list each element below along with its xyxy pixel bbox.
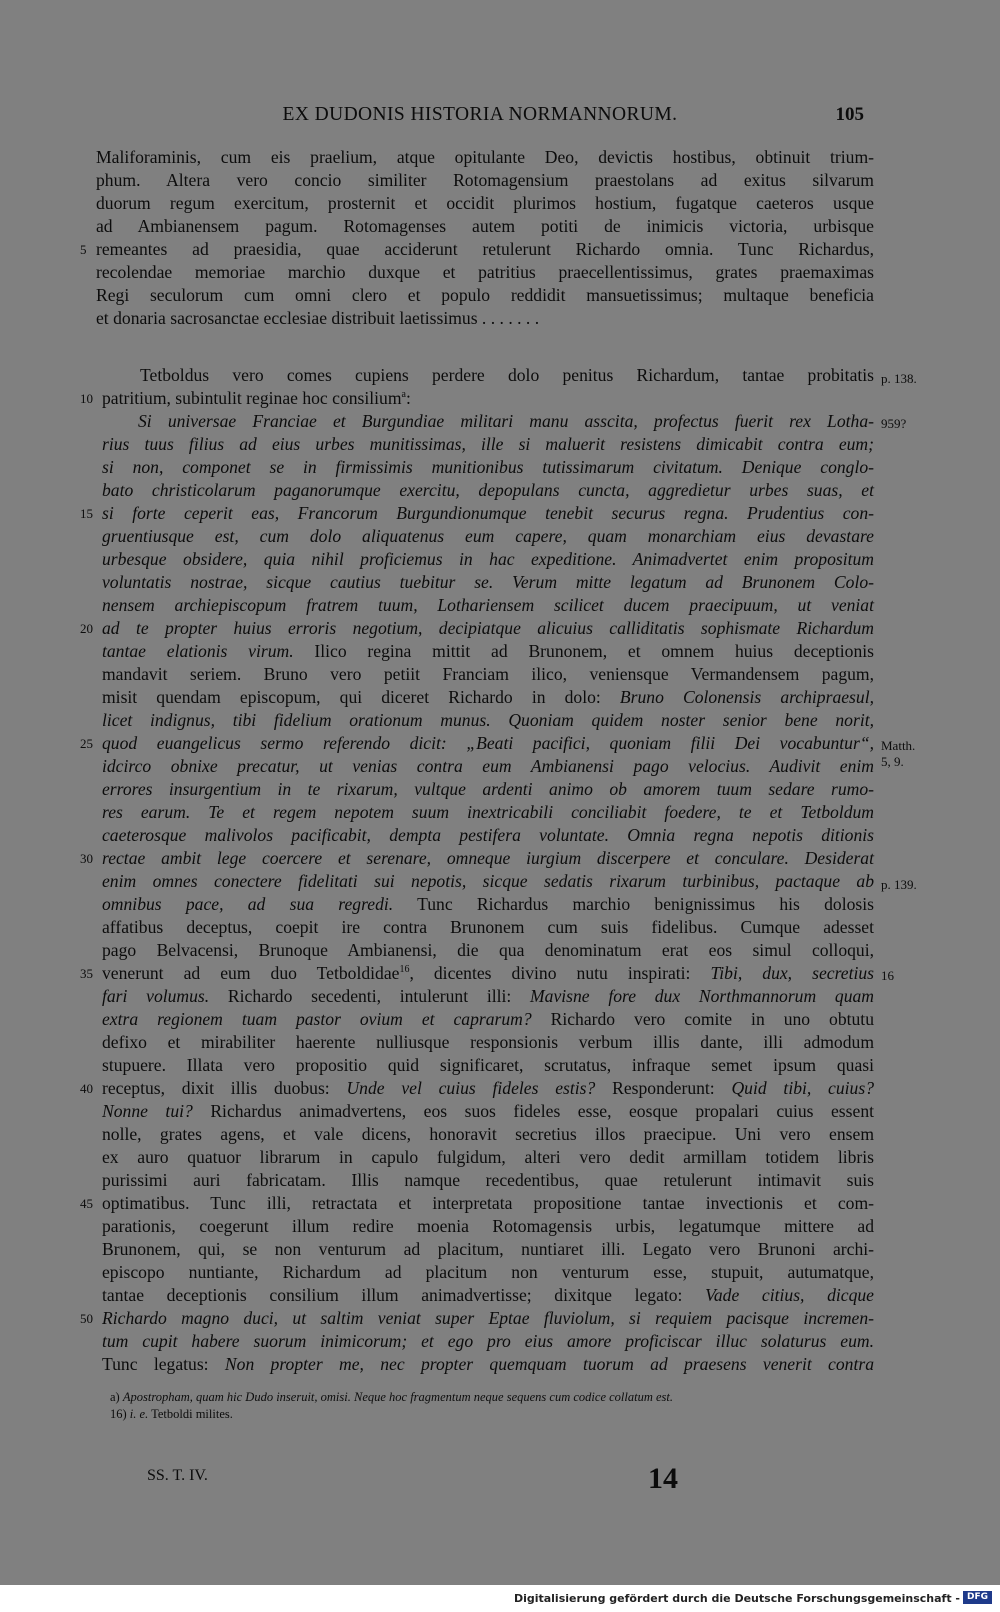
italic-text: voluntatis nostrae, sicque cautius tuebitur se. Verum mitte legatum ad Brunonem Colo- (102, 572, 874, 592)
text-line (102, 617, 874, 640)
text-line (102, 479, 874, 502)
text-line (102, 456, 874, 479)
footnote-16 (110, 1407, 870, 1422)
line-number: 35 (80, 966, 93, 981)
italic-text: fari volumus. (102, 986, 210, 1006)
italic-text: nensem archiepiscopum fratrem tuum, Lothariensem scilicet ducem praecipuum, ut veniat (102, 595, 874, 615)
italic-text: Quid tibi, cuius? (731, 1078, 874, 1098)
line-number: 40 (80, 1081, 93, 1096)
italic-text: Si universae Franciae et Burgundiae militari manu asscita, profectus fuerit rex Lotha- (138, 411, 874, 431)
italic-text: enim omnes conectere fidelitati sui nepotis, sicque sedatis rixarum turbinibus, pactaque ab (102, 871, 874, 891)
text-line (102, 1284, 874, 1307)
margin-note: p. 139. (881, 877, 917, 892)
text-line (102, 1100, 874, 1123)
text-line: Brunonem, qui, se non venturum ad placitum, nuntiaret illi. Legato vero Brunoni archi- (102, 1239, 874, 1259)
text-line: Maliforaminis, cum eis praelium, atque opitulante Deo, devictis hostibus, obtinuit trium- (96, 147, 874, 167)
line-number: 20 (80, 621, 93, 636)
signature-mark: SS. T. IV. (147, 1467, 208, 1484)
margin-note: 16 (881, 968, 894, 983)
text-line: ex auro quatuor librarum in capulo fulgidum, alteri vero dedit armillam totidem libris (102, 1147, 874, 1167)
text-line: stupuere. Illata vero propositio quid significaret, scrutatus, infraque semet ipsum quasi (102, 1055, 874, 1075)
text-span: tantae deceptionis consilium illum animadvertisse; dixitque legato: (102, 1285, 706, 1305)
text-line: episcopo nuntiante, Richardum ad placitum non venturum esse, stupuit, autumatque, (102, 1262, 874, 1282)
text-line: remeantes ad praesidia, quae acciderunt retulerunt Richardo omnia. Tunc Richardus, (96, 239, 874, 259)
text-line (102, 1330, 874, 1353)
margin-note: 959? (881, 416, 907, 431)
italic-text: Mavisne fore dux Northmannorum quam (530, 986, 874, 1006)
text-line (102, 1077, 874, 1100)
text-line (102, 985, 874, 1008)
text-line (102, 893, 874, 916)
footnote-a (110, 1390, 870, 1405)
text-line: pago Belvacensi, Brunoque Ambianensi, die qua denominatum erat eos simul colloqui, (102, 940, 874, 960)
text-span: receptus, dixit illis duobus: (102, 1078, 347, 1098)
text-line (102, 433, 874, 456)
text-span: Ilico regina mittit ad Brunonem, et omnem huius deceptionis (293, 641, 874, 661)
text-line (102, 732, 874, 755)
text-line: Regi seculorum cum omni clero et populo reddidit mansuetissimus; multaque beneficia (96, 285, 874, 305)
text-span: Richardus animadvertens, eos suos fideles esse, eosque propalari cuius essent (192, 1101, 874, 1121)
text-line: ad Ambianensem pagum. Rotomagenses autem potiti de inimicis victoria, urbisque (96, 216, 874, 236)
italic-text: tum cupit habere suorum inimicorum; et ego pro eius amore proficiscar illuc solaturus eum. (102, 1331, 874, 1351)
text-line (102, 1307, 874, 1330)
footnote-marker: a) (110, 1390, 120, 1404)
italic-text: caeterosque malivolos pacificabit, dempta pestifera voluntate. Omnia regna nepotis ditionis (102, 825, 874, 845)
text-span: Richardo secedenti, intulerunt illi: (209, 986, 530, 1006)
italic-text: Nonne tui? (102, 1101, 193, 1121)
text-span: patritium, subintulit reginae hoc consilium (102, 388, 402, 408)
text-line: nolle, grates agens, et vale dicens, honoravit secretius illos praecipue. Uni vero ensem (102, 1124, 874, 1144)
page-number: 105 (835, 104, 864, 125)
margin-note: Matth. (881, 738, 916, 753)
margin-note: 5, 9. (881, 754, 904, 769)
italic-text: licet indignus, tibi fidelium orationum munus. Quoniam quidem noster senior bene norit, (102, 710, 874, 730)
text-line (102, 824, 874, 847)
text-line (102, 640, 874, 663)
italic-text: tantae elationis virum. (102, 641, 294, 661)
italic-text: res earum. Te et regem nepotem suum inextricabili conciliabit foedere, te et Tetboldum (102, 802, 874, 822)
text-line (138, 410, 874, 433)
sheet-number: 14 (648, 1462, 678, 1495)
text-line (102, 962, 874, 985)
footnote-marker: 16) (110, 1407, 127, 1421)
text-span: misit quendam episcopum, qui diceret Richardo in dolo: (102, 687, 620, 707)
line-number: 50 (80, 1311, 93, 1326)
italic-text: gruentiusque est, cum dolo aliquatenus eum capere, quam monarchiam eius devastare (102, 526, 874, 546)
footnote-ref: 16 (399, 964, 410, 975)
text-line (102, 686, 874, 709)
italic-text: errores insurgentium in te rixarum, vultque ardenti animo ob amorem tuum sedare rumo- (102, 779, 874, 799)
text-line (102, 502, 874, 525)
dfg-logo: DFG (963, 1591, 992, 1604)
text-line (102, 847, 874, 870)
text-span: Responderunt: (595, 1078, 732, 1098)
text-line (102, 387, 874, 410)
italic-text: rius tuus filius ad eius urbes munitissimas, ille si maluerit resistens dimicabit contra eum; (102, 434, 874, 454)
footnote-text: Apostropham, quam hic Dudo inseruit, omisi. Neque hoc fragmentum neque sequens cum codice collatum est. (122, 1390, 673, 1404)
text-line (102, 594, 874, 617)
italic-text: omnibus pace, ad sua regredi. (102, 894, 394, 914)
line-number: 10 (80, 391, 93, 406)
text-line: duorum regum exercitum, prosternit et occidit plurimos hostium, fugatque caeteros usque (96, 193, 874, 213)
line-number: 45 (80, 1196, 93, 1211)
text-span: Tunc Richardus marchio benignissimus his dolosis (393, 894, 874, 914)
italic-text: bato christicolarum paganorumque exercitu, depopulans cuncta, aggredietur urbes suas, et (102, 480, 874, 500)
text-line (102, 778, 874, 801)
text-line (102, 1353, 874, 1376)
italic-text: rectae ambit lege coercere et serenare, omneque iurgium discerpere et conculare. Desiderat (102, 848, 874, 868)
text-span: Tunc legatus: (102, 1354, 225, 1374)
text-line: phum. Altera vero concio similiter Rotomagensium praestolans ad exitus silvarum (96, 170, 874, 190)
italic-text: Tibi, dux, secretius (710, 963, 874, 983)
running-title: EX DUDONIS HISTORIA NORMANNORUM. (282, 104, 678, 125)
footnote-text: Tetboldi milites. (148, 1407, 233, 1421)
italic-text: Vade citius, dicque (705, 1285, 874, 1305)
margin-note: p. 138. (881, 371, 917, 386)
text-line (102, 709, 874, 732)
text-line: affatibus deceptus, coepit ire contra Brunonem cum suis fidelibus. Cumque adesset (102, 917, 874, 937)
italic-text: quod euangelicus sermo referendo dicit: „Beati pacifici, quoniam filii Dei vocabuntur“, (102, 733, 874, 753)
text-line (102, 755, 874, 778)
page-header (96, 104, 864, 134)
text-line: defixo et mirabiliter haerente nulliusque responsionis verbum illis dante, illi admodum (102, 1032, 874, 1052)
line-number: 30 (80, 851, 93, 866)
text-line (102, 870, 874, 893)
italic-text: Bruno Colonensis archipraesul, (619, 687, 874, 707)
italic-text: ad te propter huius erroris negotium, decipiatque alicuius calliditatis sophismate Richardum (102, 618, 874, 638)
italic-text: Unde vel cuius fideles estis? (346, 1078, 596, 1098)
text-line: parationis, coegerunt illum redire moenia Rotomagensis urbis, legatumque mittere ad (102, 1216, 874, 1236)
italic-text: si non, componet se in firmissimis munitionibus tutissimarum civitatum. Denique conglo- (102, 457, 874, 477)
text-line (102, 1008, 874, 1031)
text-line: et donaria sacrosanctae ecclesiae distribuit laetissimus . . . . . . . (96, 308, 540, 328)
text-span: : (406, 388, 411, 408)
line-number: 15 (80, 506, 93, 521)
footnote-abbrev: i. e. (129, 1407, 149, 1421)
italic-text: Richardo magno duci, ut saltim veniat super Eptae fluviolum, si requiem pacisque incremen- (102, 1308, 874, 1328)
line-number: 5 (80, 242, 87, 257)
text-line: mandavit seriem. Bruno vero petiit Franciam ilico, veniensque Vermandensem pagum, (102, 664, 874, 684)
text-line: Tetboldus vero comes cupiens perdere dolo penitus Richardum, tantae probitatis (140, 365, 874, 385)
text-span: , dicentes divino nutu inspirati: (409, 963, 711, 983)
text-line (102, 548, 874, 571)
footnote-ref: a (401, 389, 406, 400)
text-line: recolendae memoriae marchio duxque et patritius praecellentissimus, grates praemaximas (96, 262, 874, 282)
text-line: optimatibus. Tunc illi, retractata et interpretata propositione tantae invectionis et com- (102, 1193, 874, 1213)
text-line (102, 525, 874, 548)
italic-text: idcirco obnixe precatur, ut venias contra eum Ambianensi pago velocius. Audivit enim (102, 756, 874, 776)
text-span: Richardo vero comite in uno obtutu (531, 1009, 874, 1029)
funding-text: Digitalisierung gefördert durch die Deutsche Forschungsgemeinschaft - (513, 1592, 960, 1605)
funding-bar (0, 1585, 1000, 1612)
text-span: venerunt ad eum duo Tetboldidae (102, 963, 400, 983)
italic-text: si forte ceperit eas, Francorum Burgundionumque tenebit securus regna. Prudentius con- (102, 503, 874, 523)
line-number: 25 (80, 736, 93, 751)
text-line (102, 571, 874, 594)
italic-text: Non propter me, nec propter quemquam tuorum ad praesens venerit contra (224, 1354, 874, 1374)
italic-text: urbesque obsidere, quia nihil proficiemus in hac expeditione. Animadvertet enim propositum (102, 549, 874, 569)
text-line (102, 801, 874, 824)
text-line: purissimi auri fabricatam. Illis namque recedentibus, quae retulerunt intimavit suis (102, 1170, 874, 1190)
italic-text: extra regionem tuam pastor ovium et caprarum? (102, 1009, 532, 1029)
